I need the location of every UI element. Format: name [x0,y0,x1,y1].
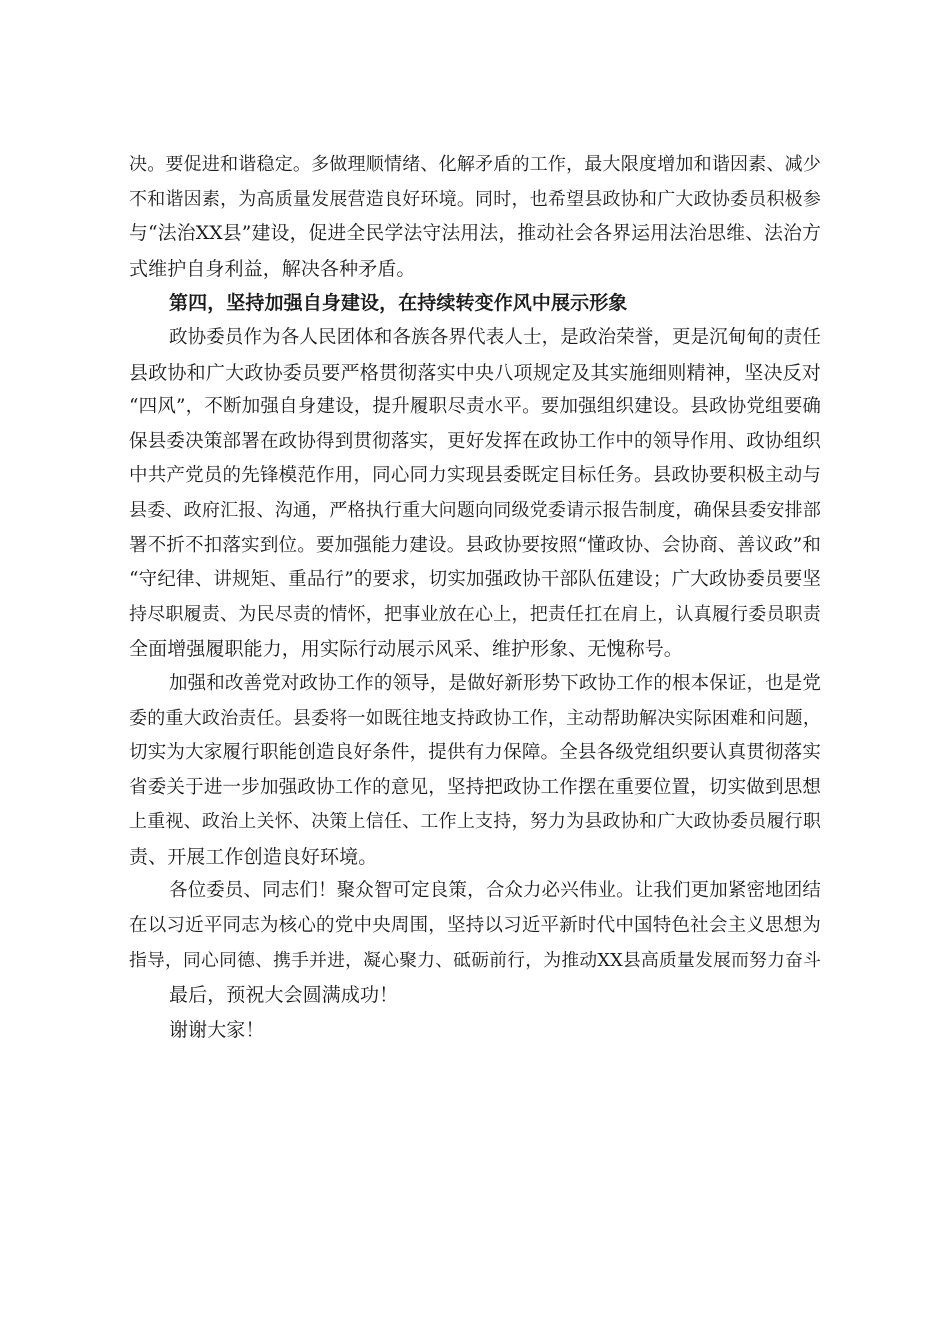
text-line: 县政协和广大政协委员要严格贯彻落实中央八项规定及其实施细则精神，坚决反对 [129,361,821,384]
text-line: “四风”，不断加强自身建设，提升履职尽责水平。要加强组织建设。县政协党组要确 [129,396,821,418]
text-line: 署不折不扣落实到位。要加强能力建设。县政协要按照“懂政协、会协商、善议政”和 [129,534,821,556]
text-line: 省委关于进一步加强政协工作的意见，坚持把政协工作摆在重要位置，切实做到思想 [129,776,821,798]
text-line: 中共产党员的先锋模范作用，同心同力实现县委既定目标任务。县政协要积极主动与 [129,465,821,487]
section-heading: 第四，坚持加强自身建设，在持续转变作风中展示形象 [169,292,628,315]
text-line: 加强和改善党对政协工作的领导，是做好新形势下政协工作的根本保证，也是党 [169,672,821,694]
text-line: “守纪律、讲规矩、重品行”的要求，切实加强政协干部队伍建设；广大政协委员要坚 [129,569,821,591]
text-line: 与“法治XX县”建设，促进全民学法守法用法，推动社会各界运用法治思维、法治方 [129,223,821,245]
text-line: 责、开展工作创造良好环境。 [129,845,378,868]
text-line: 谢谢大家！ [169,1018,265,1041]
text-line: 政协委员作为各人民团体和各族各界代表人士，是政治荣誉，更是沉甸甸的责任 [169,326,821,348]
text-line: 委的重大政治责任。县委将一如既往地支持政协工作，主动帮助解决实际困难和问题， [129,707,821,729]
text-line: 在以习近平同志为核心的党中央周围，坚持以习近平新时代中国特色社会主义思想为 [129,915,821,937]
text-line: 各位委员、同志们！聚众智可定良策，合众力必兴伟业。让我们更加紧密地团结 [169,880,821,902]
text-line: 最后，预祝大会圆满成功！ [169,984,399,1007]
text-line: 指导，同心同德、携手并进，凝心聚力、砥砺前行，为推动XX县高质量发展而努力奋斗 [129,950,821,971]
text-line: 决。要促进和谐稳定。多做理顺情绪、化解矛盾的工作，最大限度增加和谐因素、减少 [129,154,821,175]
text-line: 保县委决策部署在政协得到贯彻落实，更好发挥在政协工作中的领导作用、政协组织 [129,430,821,452]
text-line: 持尽职履责、为民尽责的情怀，把事业放在心上，把责任扛在肩上，认真履行委员职责 [129,603,821,625]
document-page [129,148,821,1047]
text-line: 切实为大家履行职能创造良好条件，提供有力保障。全县各级党组织要认真贯彻落实 [129,742,821,764]
text-line: 县委、政府汇报、沟通，严格执行重大问题向同级党委请示报告制度，确保县委安排部 [129,499,821,521]
text-line: 式维护自身利益，解决各种矛盾。 [129,257,416,280]
text-line: 上重视、政治上关怀、决策上信任、工作上支持，努力为县政协和广大政协委员履行职 [129,811,821,833]
text-line: 全面增强履职能力，用实际行动展示风采、维护形象、无愧称号。 [129,638,683,661]
text-line: 不和谐因素，为高质量发展营造良好环境。同时，也希望县政协和广大政协委员积极参 [129,188,821,210]
